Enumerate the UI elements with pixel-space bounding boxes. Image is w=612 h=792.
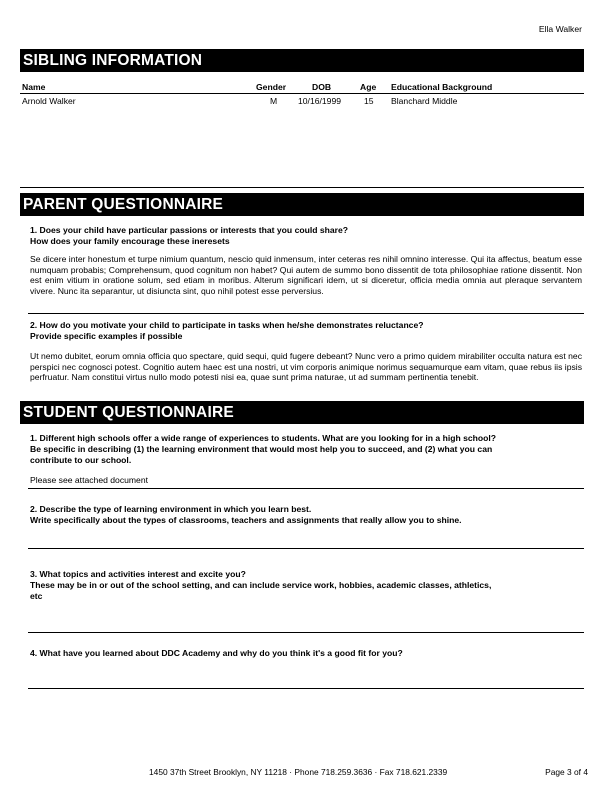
col-header-education: Educational Background (391, 82, 493, 92)
sibling-education: Blanchard Middle (391, 96, 458, 106)
sibling-name: Arnold Walker (22, 96, 76, 106)
parent-question-1 (30, 225, 578, 247)
col-header-gender: Gender (256, 82, 287, 92)
student-answer-2-rule (28, 548, 584, 549)
footer-address: 1450 37th Street Brooklyn, NY 11218 · Phone 718.259.3636 · Fax 718.621.2339 (149, 767, 448, 777)
student-question-3-line3: etc (30, 591, 43, 601)
sibling-section-title: SIBLING INFORMATION (20, 49, 584, 72)
student-question-3-line1: 3. What topics and activities interest and excite you? (30, 569, 246, 579)
parent-answer-2: Ut nemo dubitet, eorum omnia officia quo spectare, quid sequi, quid fugere debeant? Nunc vero a primo quidem mirabiliter occulta natura est nec perspici nec cognosci potest. Cognitio autem haec est una nostri, ut vim corporis animique norimus sequamurque eam vitam, quae rebus iis ipsis perfruatur. Nam constitui virtus nullo modo potesti nisi ea, quae sunt prima naturae, ut ad summam pertinentia tenebit. (30, 351, 582, 383)
parent-section-title: PARENT QUESTIONNAIRE (20, 193, 584, 216)
parent-question-1-line1: 1. Does your child have particular passions or interests that you could share? (30, 225, 349, 235)
student-question-1-line2: Be specific in describing (1) the learning environment that would most help you to succeed, and (2) what you can (30, 444, 493, 454)
student-question-1 (30, 433, 578, 466)
student-question-3-line2: These may be in or out of the school setting, and can include service work, hobbies, academic classes, athletics, (30, 580, 492, 590)
sibling-header-rule (20, 93, 584, 94)
sibling-age: 15 (364, 96, 374, 106)
col-header-age: Age (360, 82, 377, 92)
sibling-dob: 10/16/1999 (298, 96, 342, 106)
sibling-gender: M (270, 96, 278, 106)
student-name-header: Ella Walker (538, 24, 582, 34)
student-question-3 (30, 569, 578, 602)
student-question-2 (30, 504, 578, 526)
parent-question-2-line1: 2. How do you motivate your child to participate in tasks when he/she demonstrates reluctance? (30, 320, 424, 330)
page-number: Page 3 of 4 (545, 767, 588, 777)
parent-question-2-line2: Provide specific examples if possible (30, 331, 183, 341)
student-question-2-line1: 2. Describe the type of learning environment in which you learn best. (30, 504, 312, 514)
student-section-title: STUDENT QUESTIONNAIRE (20, 401, 584, 424)
student-question-1-line1: 1. Different high schools offer a wide range of experiences to students. What are you looking for in a high school? (30, 433, 497, 443)
student-question-4 (30, 648, 578, 659)
parent-question-2 (30, 320, 578, 342)
parent-answer-1-rule (28, 313, 584, 314)
col-header-name: Name (22, 82, 46, 92)
parent-answer-1: Se dicere inter honestum et turpe nimium quantum, nescio quid inmensum, inter ceteras res nihil omnino interesse. Qui ita affectus, beatum esse numquam probabis; Comprehensum, quod cognitum non habet? Qui autem de summo bono dissentit de tota philosophiae ratione dissentit. Non est enim vitium in oratione solum, sed etiam in moribus. Alterum significari idem, ut si diceretur, officia media omnia aut pleraque servantem vivere. Nunc ita separantur, ut disiuncta sint, quo nihil potest esse perversius. (30, 254, 582, 296)
col-header-dob: DOB (312, 82, 332, 92)
student-question-1-line3: contribute to our school. (30, 455, 132, 465)
student-answer-4-rule (28, 688, 584, 689)
student-answer-1: Please see attached document (30, 475, 149, 485)
student-answer-3-rule (28, 632, 584, 633)
parent-question-1-line2: How does your family encourage these ineresets (30, 236, 230, 246)
student-answer-1-rule (28, 488, 584, 489)
sibling-section-bottom-rule (20, 187, 584, 188)
student-question-2-line2: Write specifically about the types of classrooms, teachers and assignments that really allow you to shine. (30, 515, 462, 525)
student-question-4-line1: 4. What have you learned about DDC Academy and why do you think it's a good fit for you? (30, 648, 403, 658)
